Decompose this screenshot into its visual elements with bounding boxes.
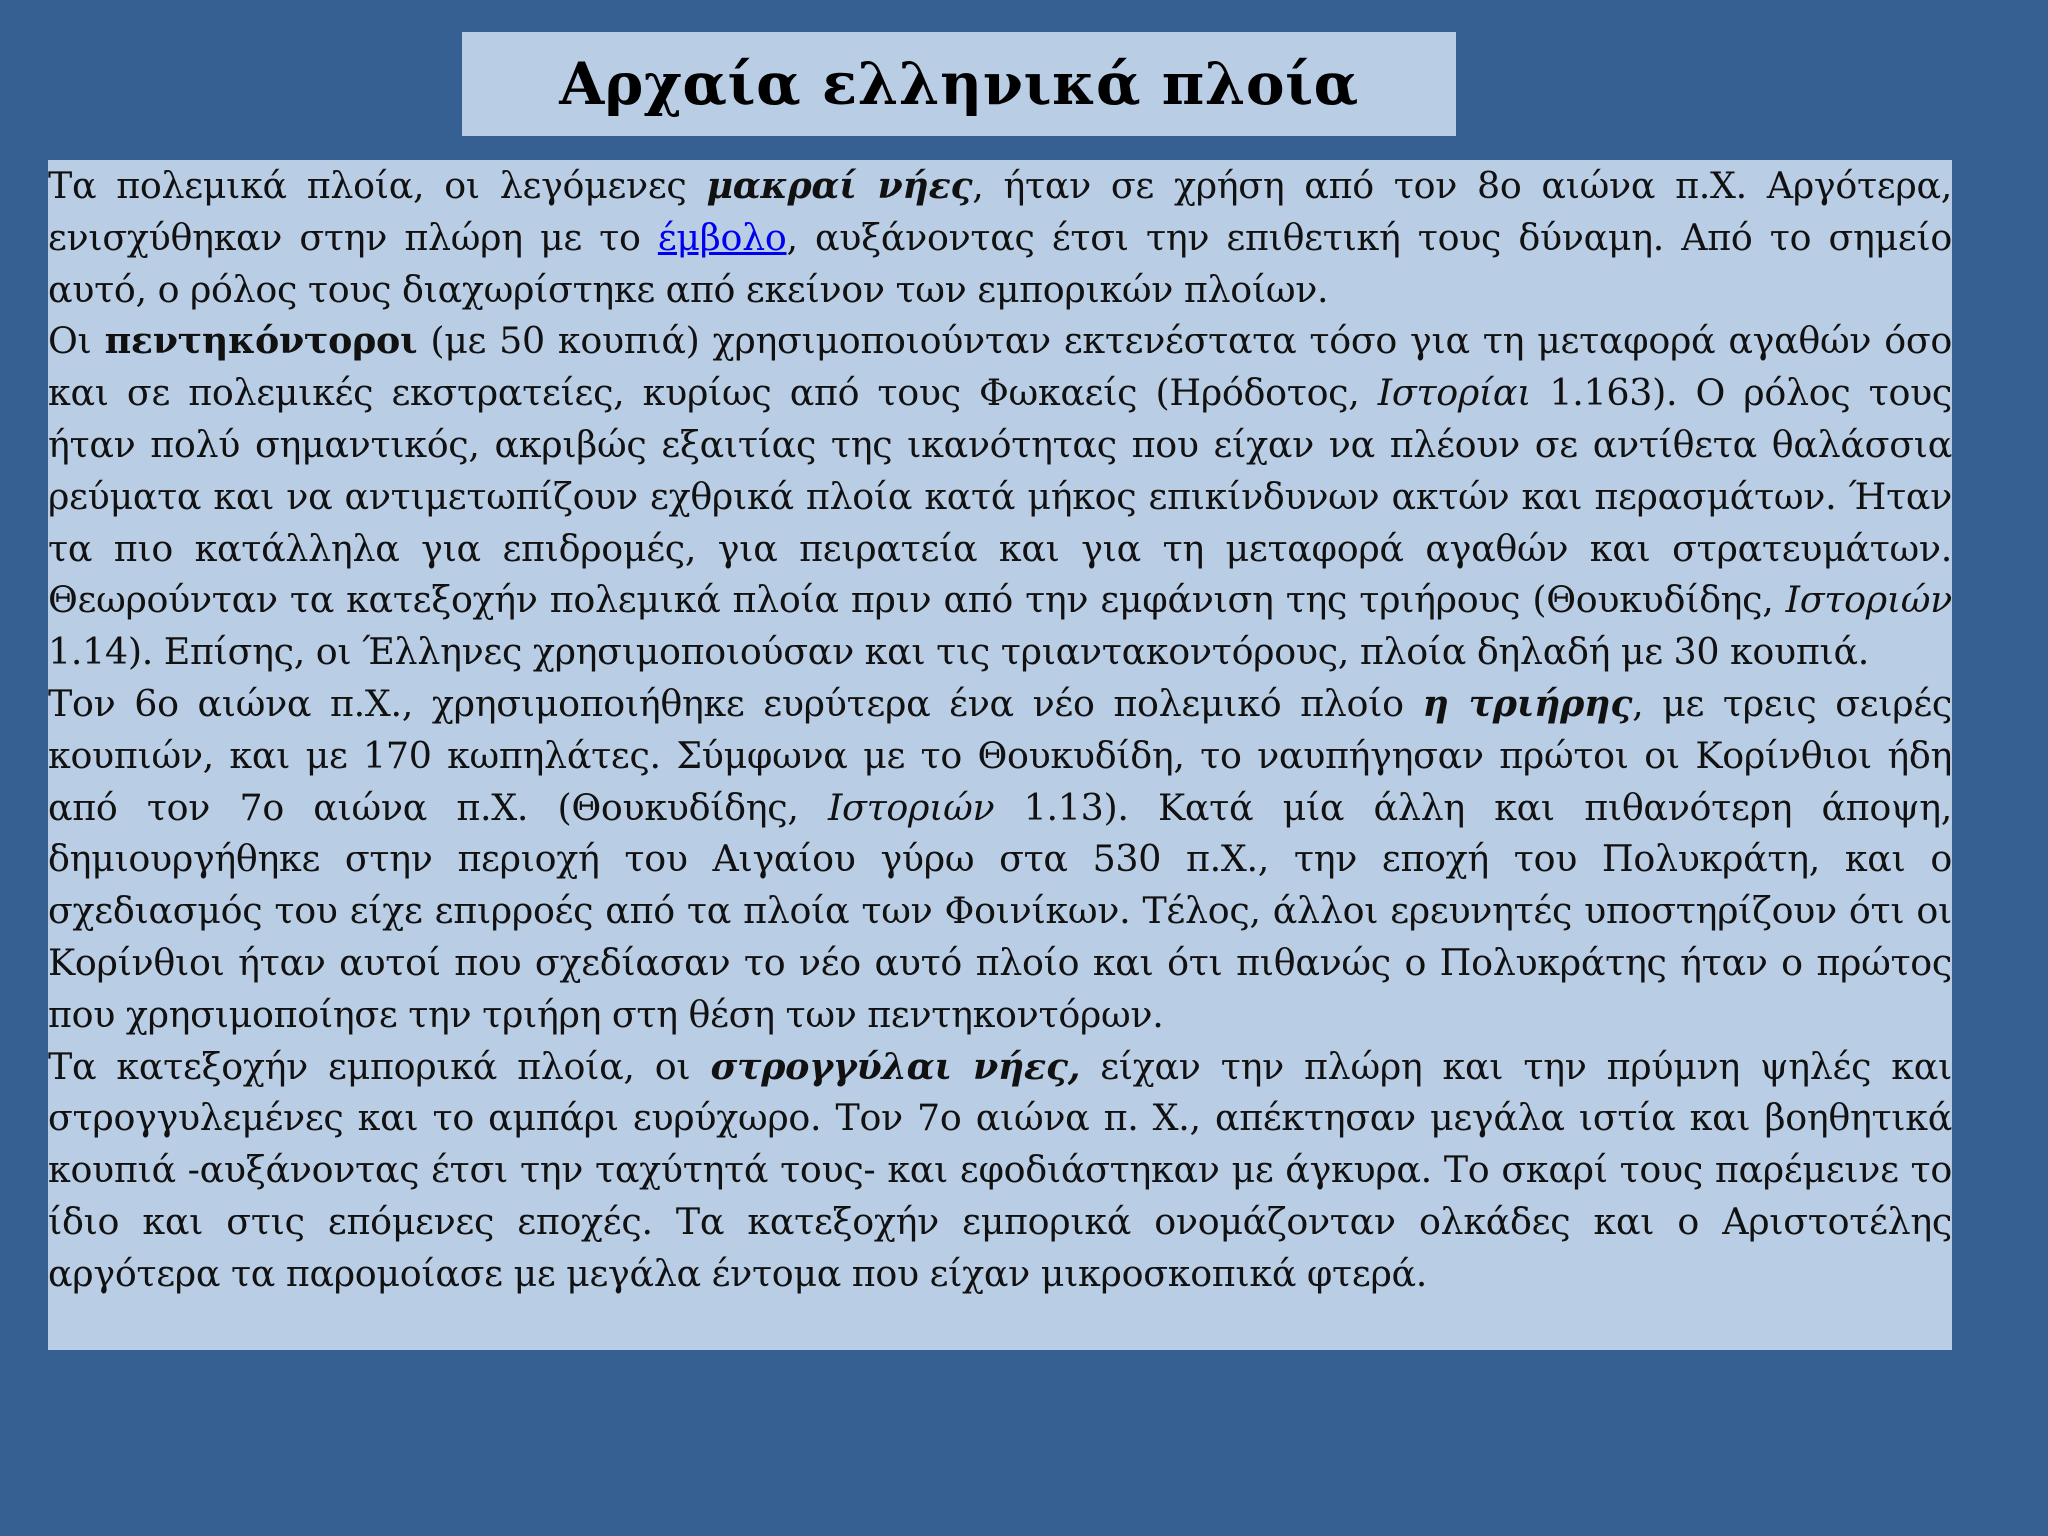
citation-istoriai: Ιστορίαι — [1377, 371, 1532, 415]
title-box — [462, 32, 1456, 136]
emphasis-pentekontoroi: πεντηκόντοροι — [104, 319, 418, 363]
text-run: Τον 6ο αιώνα π.Χ., χρησιμοποιήθηκε ευρύτερα ένα νέο πολεμικό πλοίο — [48, 681, 1423, 725]
emphasis-makrai-nees: μακραί νήες — [706, 164, 973, 207]
emphasis-strongylai-nees: στρογγύλαι νήες, — [710, 1044, 1081, 1088]
citation-istorion: Ιστοριών — [827, 785, 995, 829]
text-run: , ήταν σε χρήση από τον 8ο αιώνα π.Χ. Αργότερα, ενισχύθηκαν στην πλώρη με το — [48, 164, 1952, 259]
body-text-box — [48, 160, 1952, 1350]
slide-title: Αρχαία ελληνικά πλοία — [559, 50, 1359, 118]
text-run: (με 50 κουπιά) χρησιμοποιούνταν εκτενέστατα τόσο για τη μεταφορά αγαθών όσο και σε πολεμικές εκστρατείες, κυρίως από τους Φωκαείς (Ηρόδοτος, — [48, 319, 1952, 415]
text-run: , αυξάνοντας έτσι την επιθετική τους δύναμη. Από το σημείο αυτό, ο ρόλος τους διαχωρίστηκε από εκείνον των εμπορικών πλοίων. — [48, 215, 1952, 311]
paragraph-trireme — [48, 678, 1952, 1041]
text-run: 1.13). Κατά μία άλλη και πιθανότερη άποψη, δημιουργήθηκε στην περιοχή του Αιγαίου γύρω στα 530 π.Χ., την εποχή του Πολυκράτη, και ο σχεδιασμός του είχε επιρροές από τα πλοία των Φοινίκων. Τέλος, άλλοι ερευνητές υποστηρίζουν ότι οι Κορίνθιοι ήταν αυτοί που σχεδίασαν το νέο αυτό πλοίο και ότι πιθανώς ο Πολυκράτης ήταν ο πρώτος που χρησιμοποίησε την τριήρη στη θέση των πεντηκοντόρων. — [48, 785, 1952, 1036]
paragraph-warships — [48, 160, 1952, 315]
citation-istorion: Ιστοριών — [1785, 578, 1952, 622]
text-run: Τα κατεξοχήν εμπορικά πλοία, οι — [48, 1044, 711, 1088]
text-run: Οι — [48, 319, 105, 363]
text-run: Τα πολεμικά πλοία, οι λεγόμενες — [48, 164, 707, 207]
paragraph-pentekontoroi — [48, 315, 1952, 678]
text-run: 1.163). Ο ρόλος τους ήταν πολύ σημαντικός, ακριβώς εξαιτίας της ικανότητας που είχαν να πλέουν σε αντίθετα θαλάσσια ρεύματα και να αντιμετωπίζουν εχθρικά πλοία κατά μήκος επικίνδυνων ακτών και περασμάτων. Ήταν τα πιο κατάλληλα για επιδρομές, για πειρατεία και για τη μεταφορά αγαθών και στρατευμάτων. Θεωρούνταν τα κατεξοχήν πολεμικά πλοία πριν από την εμφάνιση της τριήρους (Θουκυδίδης, — [48, 371, 1952, 622]
emphasis-trieres: η τριήρης — [1422, 681, 1633, 725]
embolo-link[interactable]: έμβολο — [657, 215, 787, 259]
paragraph-merchant-ships — [48, 1041, 1952, 1300]
text-run: , με τρεις σειρές κουπιών, και με 170 κωπηλάτες. Σύμφωνα με το Θουκυδίδη, το ναυπήγησαν πρώτοι οι Κορίνθιοι ήδη από τον 7ο αιώνα π.Χ. (Θουκυδίδης, — [48, 681, 1952, 829]
text-run: είχαν την πλώρη και την πρύμνη ψηλές και στρογγυλεμένες και το αμπάρι ευρύχωρο. Τον 7ο αιώνα π. Χ., απέκτησαν μεγάλα ιστία και βοηθητικά κουπιά -αυξάνοντας έτσι την ταχύτητά τους- και εφοδιάστηκαν με άγκυρα. Το σκαρί τους παρέμεινε το ίδιο και στις επόμενες εποχές. Τα κατεξοχήν εμπορικά ονομάζονταν ολκάδες και ο Αριστοτέλης αργότερα τα παρομοίασε με μεγάλα έντομα που είχαν μικροσκοπικά φτερά. — [48, 1044, 1952, 1295]
text-run: 1.14). Επίσης, οι Έλληνες χρησιμοποιούσαν και τις τριαντακοντόρους, πλοία δηλαδή με 30 κουπιά. — [48, 630, 1869, 674]
